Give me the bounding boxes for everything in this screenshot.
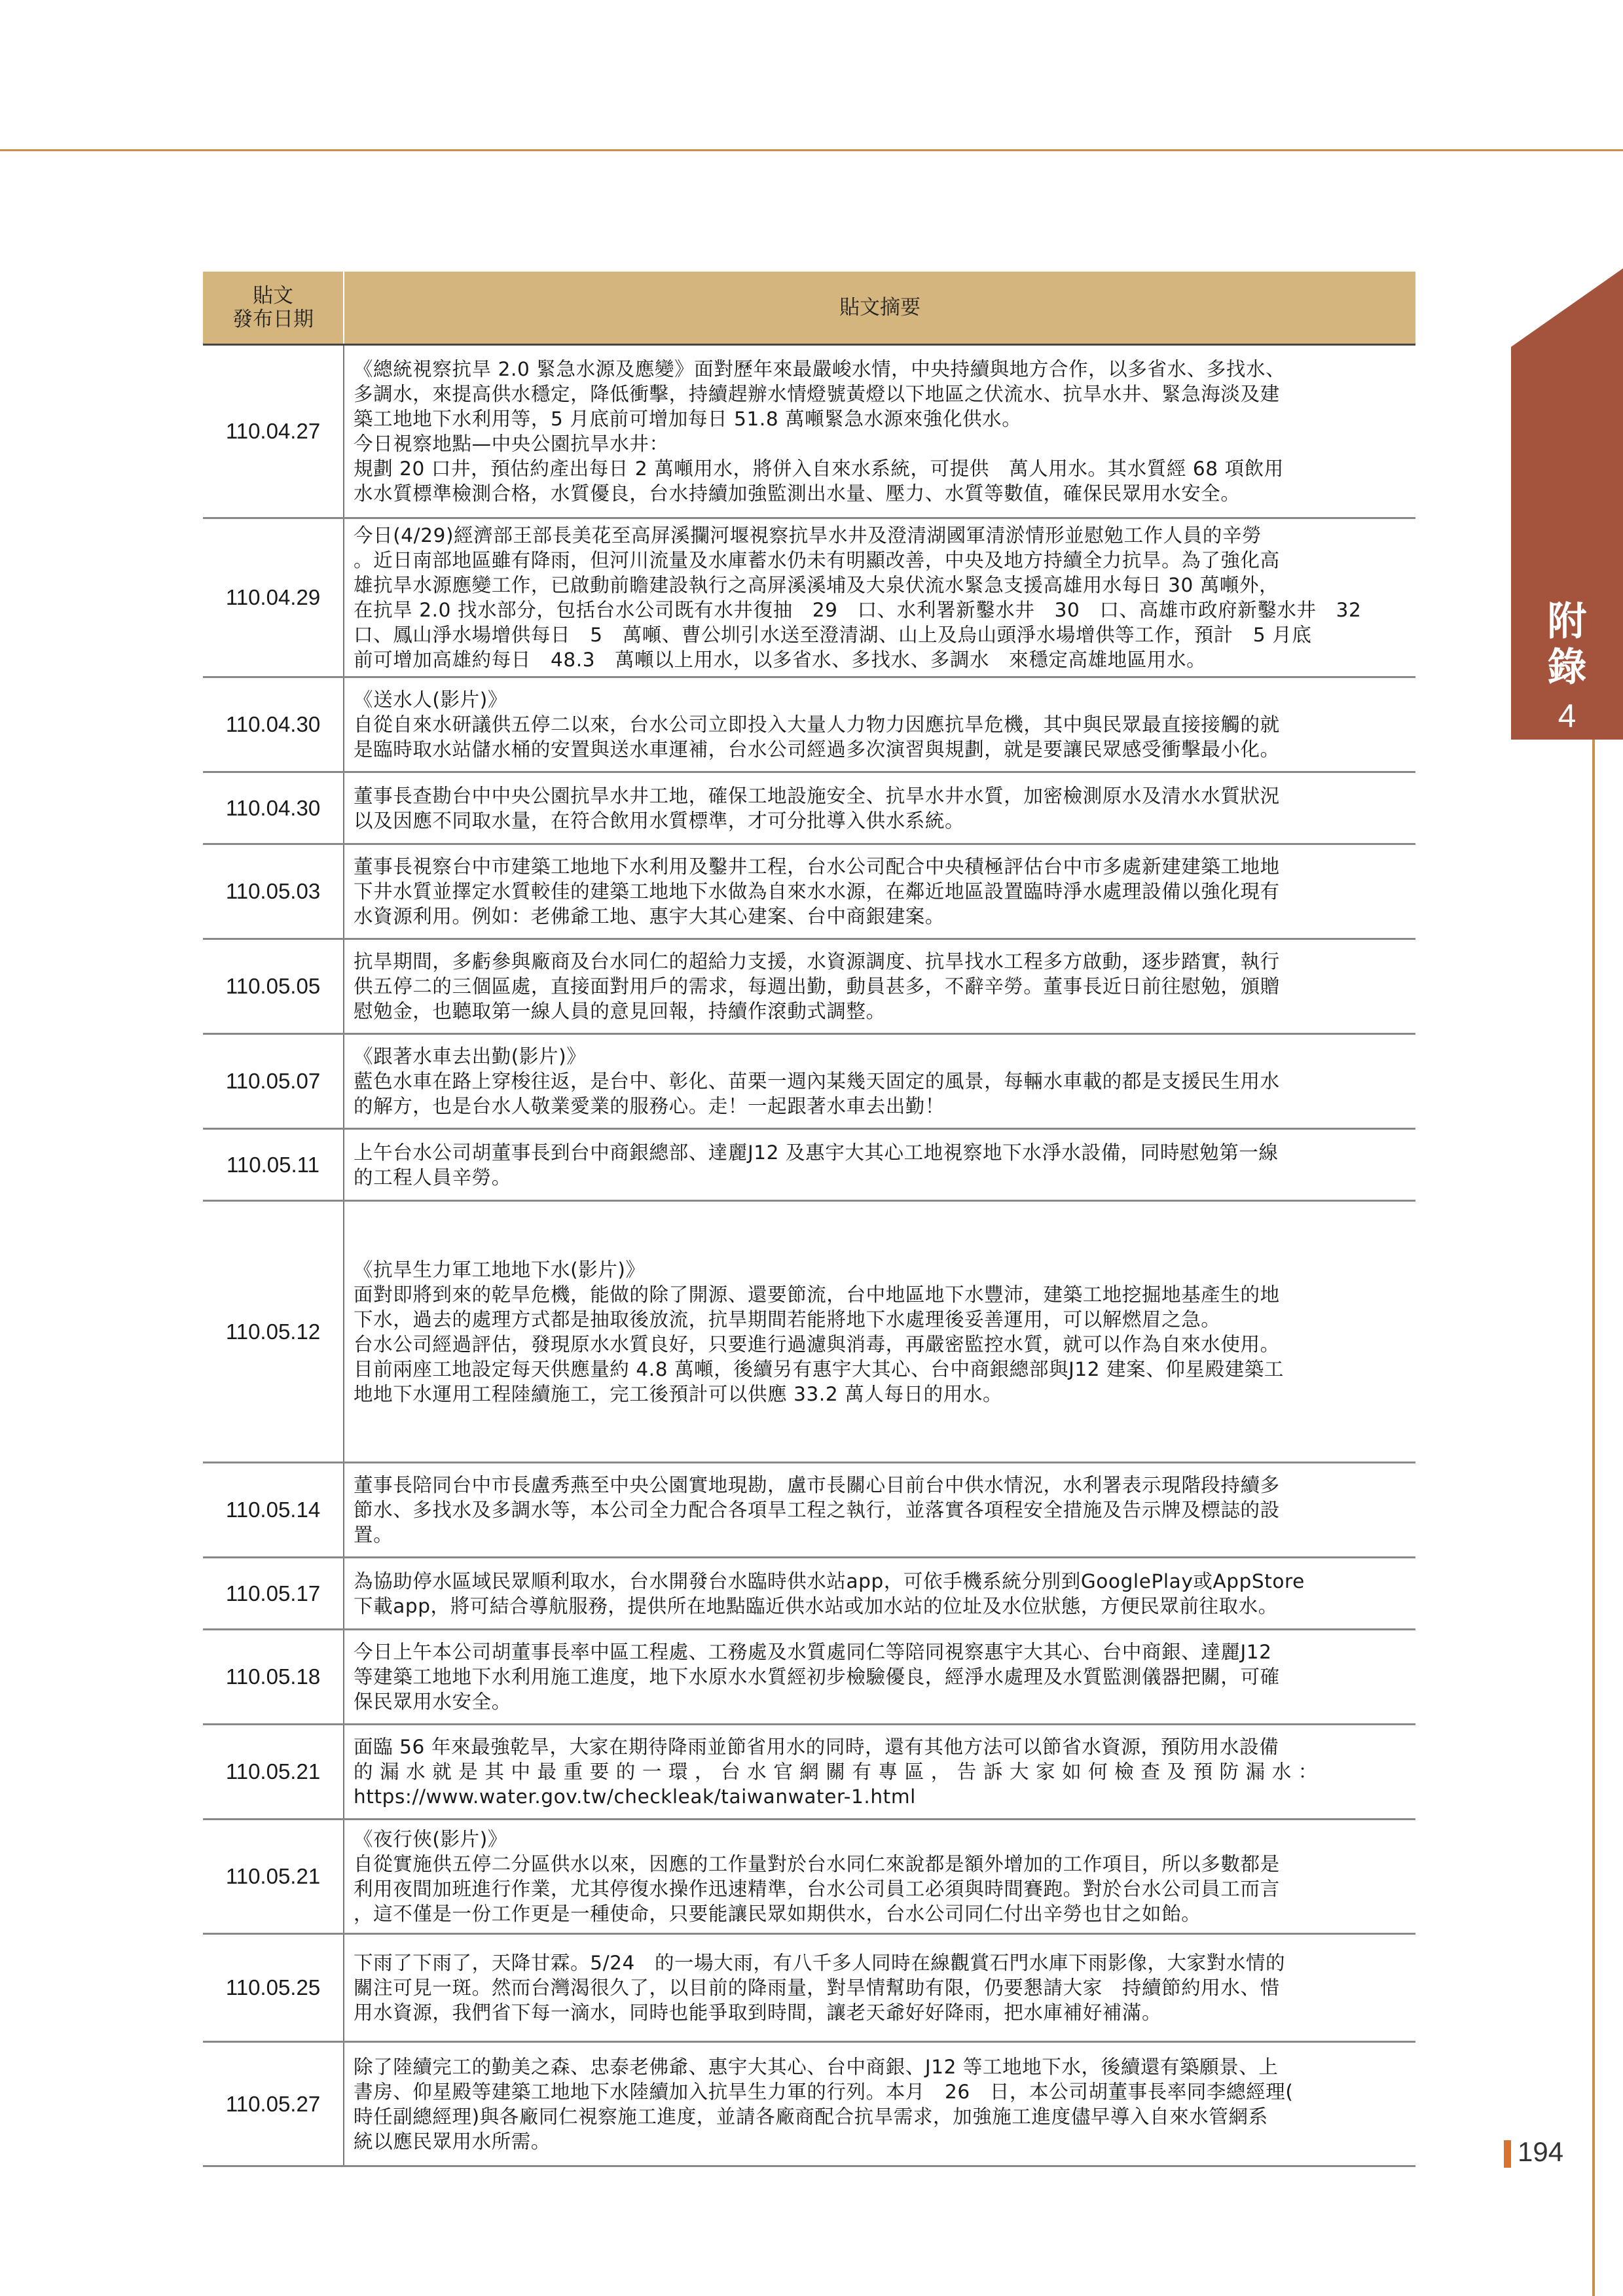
- post-summary: [344, 1725, 1415, 1820]
- table-row: [203, 844, 1415, 939]
- summary-line: 的 漏 水 就 是 其 中 最 重 要 的 一 環 ， 台 水 官 網 關 有 專 區 ， 告 訴 大 家 如 何 檢 查 及 預 防 漏 水 ：: [354, 1761, 1318, 1783]
- table-row: [203, 345, 1415, 518]
- summary-line: 關注可見一斑。然而台灣渴很久了，以目前的降雨量，對旱情幫助有限，仍要懇請大家 持續節約用水、惜: [354, 1977, 1280, 1999]
- date-header-line-1: 貼文: [253, 284, 293, 308]
- summary-line: 自從自來水研議供五停二以來，台水公司立即投入大量人力物力因應抗旱危機，其中與民眾最直接接觸的就: [354, 713, 1280, 736]
- table-row: [203, 939, 1415, 1034]
- post-date: 110.05.05: [203, 939, 344, 1034]
- page-number-marker: [1504, 2140, 1511, 2168]
- summary-line: 面對即將到來的乾旱危機，能做的除了開源、還要節流，台中地區地下水豐沛，建築工地挖掘地基產生的地: [354, 1283, 1280, 1306]
- page-number: 194: [1518, 2136, 1564, 2167]
- date-column-header: [203, 272, 344, 345]
- summary-line: 供五停二的三個區處，直接面對用戶的需求，每週出勤，動員甚多，不辭辛勞。董事長近日前往慰勉，頒贈: [354, 975, 1280, 997]
- post-date: 110.05.11: [203, 1129, 344, 1201]
- summary-line: 規劃 20 口井，預估約產出每日 2 萬噸用水，將併入自來水系統，可提供 萬人用水。其水質經 68 項飲用: [354, 457, 1284, 480]
- summary-line: 用水資源，我們省下每一滴水，同時也能爭取到時間，讓老天爺好好降雨，把水庫補好補滿。: [354, 2001, 1162, 2024]
- summary-line: 下載app，將可結合導航服務，提供所在地點臨近供水站或加水站的位址及水位狀態，方便民眾前往取水。: [354, 1594, 1278, 1617]
- summary-line: 下井水質並擇定水質較佳的建築工地地下水做為自來水水源，在鄰近地區設置臨時淨水處理設備以強化現有: [354, 880, 1280, 903]
- summary-line: 《總統視察抗旱 2.0 緊急水源及應變》面對歷年來最嚴峻水情，中央持續與地方合作，以多省水、多找水、: [354, 358, 1286, 380]
- summary-column-header: 貼文摘要: [344, 272, 1415, 345]
- table-row: [203, 1558, 1415, 1630]
- post-date: 110.04.30: [203, 772, 344, 844]
- top-rule: [0, 149, 1623, 151]
- post-date: 110.04.27: [203, 345, 344, 518]
- summary-line: 雄抗旱水源應變工作，已啟動前瞻建設執行之高屏溪溪埔及大泉伏流水緊急支援高雄用水每日 30 萬噸外，: [354, 574, 1279, 596]
- summary-line: 置。: [354, 1524, 393, 1546]
- summary-line: 節水、多找水及多調水等，本公司全力配合各項旱工程之執行，並落實各項程安全措施及告示牌及標誌的設: [354, 1499, 1280, 1521]
- summary-line: 水水質標準檢測合格，水質優良，台水持續加強監測出水量、壓力、水質等數值，確保民眾用水安全。: [354, 482, 1241, 505]
- summary-line: 今日上午本公司胡董事長率中區工程處、工務處及水質處同仁等陪同視察惠宇大其心、台中商銀、達麗J12: [354, 1641, 1272, 1663]
- summary-line: 時任副總經理)與各廠同仁視察施工進度，並請各廠商配合抗旱需求，加強施工進度儘早導入自來水管網系: [354, 2105, 1268, 2128]
- table-row: [203, 1725, 1415, 1820]
- post-summary: [344, 1463, 1415, 1558]
- summary-line: 《送水人(影片)》: [354, 689, 507, 711]
- summary-line: 董事長視察台中市建築工地地下水利用及鑿井工程，台水公司配合中央積極評估台中市多處新建建築工地地: [354, 855, 1280, 878]
- post-date: 110.04.29: [203, 518, 344, 677]
- post-date: 110.05.12: [203, 1201, 344, 1463]
- appendix-tab-char-1: 附: [1547, 599, 1587, 645]
- post-summary: [344, 1034, 1415, 1129]
- summary-line: 水資源利用。例如：老佛爺工地、惠宇大其心建案、台中商銀建案。: [354, 905, 945, 927]
- summary-line: 台水公司經過評估，發現原水水質良好，只要進行過濾與消毒，再嚴密監控水質，就可以作為自來水使用。: [354, 1333, 1280, 1355]
- summary-line: 築工地地下水利用等，5 月底前可增加每日 51.8 萬噸緊急水源來強化供水。: [354, 408, 1022, 430]
- summary-line: 書房、仰星殿等建築工地地下水陸續加入抗旱生力軍的行列。本月 26 日，本公司胡董事長率同李總經理(: [354, 2080, 1294, 2103]
- post-summary: [344, 518, 1415, 677]
- summary-line: 前可增加高雄約每日 48.3 萬噸以上用水，以多省水、多找水、多調水 來穩定高雄地區用水。: [354, 649, 1207, 671]
- summary-line: 利用夜間加班進行作業，尤其停復水操作迅速精準，台水公司員工必須與時間賽跑。對於台水公司員工而言: [354, 1878, 1280, 1900]
- table-row: [203, 518, 1415, 677]
- summary-line: 是臨時取水站儲水桶的安置與送水車運補，台水公司經過多次演習與規劃，就是要讓民眾感受衝擊最小化。: [354, 738, 1280, 761]
- table-header-row: [203, 272, 1415, 345]
- table-row: [203, 1201, 1415, 1463]
- post-summary: [344, 1630, 1415, 1725]
- table-row: [203, 1463, 1415, 1558]
- summary-line: 在抗旱 2.0 找水部分，包括台水公司既有水井復抽 29 口、水利署新鑿水井 30 口、高雄市政府新鑿水井 32: [354, 599, 1362, 621]
- post-date: 110.05.14: [203, 1463, 344, 1558]
- summary-line: 目前兩座工地設定每天供應量約 4.8 萬噸，後續另有惠宇大其心、台中商銀總部與J12 建案、仰星殿建築工: [354, 1357, 1284, 1380]
- summary-line: 為協助停水區域民眾順利取水，台水開發台水臨時供水站app，可依手機系統分別到GooglePlay或AppStore: [354, 1570, 1305, 1592]
- summary-line: 除了陸續完工的勤美之森、忠泰老佛爺、惠宇大其心、台中商銀、J12 等工地地下水，後續還有築願景、上: [354, 2055, 1279, 2078]
- post-summary: [344, 1934, 1415, 2042]
- post-summary: [344, 345, 1415, 518]
- post-summary: [344, 1820, 1415, 1934]
- post-date: 110.05.27: [203, 2042, 344, 2166]
- summary-line: 多調水，來提高供水穩定，降低衝擊，持續趕辦水情燈號黃燈以下地區之伏流水、抗旱水井、緊急海淡及建: [354, 383, 1280, 405]
- summary-line: 藍色水車在路上穿梭往返，是台中、彰化、苗栗一週內某幾天固定的風景，每輛水車載的都是支援民生用水: [354, 1070, 1280, 1092]
- summary-line: 下水，過去的處理方式都是抽取後放流，抗旱期間若能將地下水處理後妥善運用，可以解燃眉之急。: [354, 1308, 1221, 1331]
- summary-line: 口、鳳山淨水場增供每日 5 萬噸、曹公圳引水送至澄清湖、山上及烏山頭淨水場增供等工作，預計 5 月底: [354, 624, 1312, 646]
- post-summary: [344, 1558, 1415, 1630]
- post-summary: [344, 939, 1415, 1034]
- summary-line: 《夜行俠(影片)》: [354, 1828, 507, 1850]
- summary-line: 董事長陪同台中市長盧秀燕至中央公園實地現勘，盧市長關心目前台中供水情況，水利署表示現階段持續多: [354, 1474, 1280, 1496]
- summary-line: 以及因應不同取水量，在符合飲用水質標準，才可分批導入供水系統。: [354, 809, 965, 832]
- summary-line: 《抗旱生力軍工地地下水(影片)》: [354, 1258, 646, 1281]
- post-date: 110.04.30: [203, 677, 344, 772]
- table-row: [203, 1034, 1415, 1129]
- table-row: [203, 677, 1415, 772]
- post-summary: [344, 772, 1415, 844]
- post-summary: [344, 677, 1415, 772]
- summary-line: 今日(4/29)經濟部王部長美花至高屏溪攔河堰視察抗旱水井及澄清湖國軍清淤情形並慰勉工作人員的辛勞: [354, 524, 1262, 547]
- date-header-line-2: 發布日期: [232, 308, 314, 331]
- post-date: 110.05.21: [203, 1820, 344, 1934]
- summary-line: 的解方，也是台水人敬業愛業的服務心。走！一起跟著水車去出勤！: [354, 1095, 945, 1117]
- table-row: [203, 1129, 1415, 1201]
- summary-line: 地地下水運用工程陸續施工，完工後預計可以供應 33.2 萬人每日的用水。: [354, 1382, 1003, 1405]
- post-summary: [344, 1129, 1415, 1201]
- post-summary: [344, 1201, 1415, 1463]
- summary-line: 董事長查勘台中中央公園抗旱水井工地，確保工地設施安全、抗旱水井水質，加密檢測原水及清水水質狀況: [354, 784, 1280, 807]
- appendix-tab-char-2: 錄: [1547, 645, 1587, 691]
- post-date: 110.05.17: [203, 1558, 344, 1630]
- summary-line: 慰勉金，也聽取第一線人員的意見回報，持續作滾動式調整。: [354, 1000, 886, 1022]
- summary-line: 下雨了下雨了，天降甘霖。5/24 的一場大雨，有八千多人同時在線觀賞石門水庫下雨影像，大家對水情的: [354, 1952, 1286, 1974]
- post-date: 110.05.07: [203, 1034, 344, 1129]
- post-summary: [344, 2042, 1415, 2166]
- summary-line: https://www.water.gov.tw/checkleak/taiwanwater-1.html: [354, 1785, 916, 1808]
- summary-line: 。近日南部地區雖有降雨，但河川流量及水庫蓄水仍未有明顯改善，中央及地方持續全力抗旱。為了強化高: [354, 549, 1280, 571]
- post-summary: [344, 844, 1415, 939]
- posts-table: [203, 272, 1415, 2167]
- summary-line: 《跟著水車去出勤(影片)》: [354, 1045, 587, 1067]
- side-rule: [1592, 740, 1595, 2296]
- summary-line: 抗旱期間，多虧參與廠商及台水同仁的超給力支援，水資源調度、抗旱找水工程多方啟動，逐步踏實，執行: [354, 950, 1280, 973]
- summary-line: ，這不僅是一份工作更是一種使命，只要能讓民眾如期供水，台水公司同仁付出辛勞也甘之如飴。: [354, 1903, 1201, 1925]
- table-row: [203, 1934, 1415, 2042]
- table-row: [203, 1820, 1415, 1934]
- summary-line: 統以應民眾用水所需。: [354, 2130, 551, 2153]
- table-row: [203, 772, 1415, 844]
- post-date: 110.05.21: [203, 1725, 344, 1820]
- table-row: [203, 2042, 1415, 2166]
- summary-line: 保民眾用水安全。: [354, 1691, 511, 1713]
- appendix-tab-number: 4: [1558, 698, 1577, 734]
- summary-line: 上午台水公司胡董事長到台中商銀總部、達麗J12 及惠宇大其心工地視察地下水淨水設備，同時慰勉第一線: [354, 1141, 1279, 1164]
- table-row: [203, 1630, 1415, 1725]
- summary-line: 今日視察地點—中央公園抗旱水井：: [354, 433, 669, 455]
- post-date: 110.05.03: [203, 844, 344, 939]
- summary-line: 的工程人員辛勞。: [354, 1166, 511, 1189]
- summary-line: 自從實施供五停二分區供水以來，因應的工作量對於台水同仁來說都是額外增加的工作項目，所以多數都是: [354, 1853, 1280, 1875]
- appendix-tab-title: [1511, 599, 1623, 691]
- post-date: 110.05.18: [203, 1630, 344, 1725]
- post-date: 110.05.25: [203, 1934, 344, 2042]
- summary-line: 面臨 56 年來最強乾旱，大家在期待降雨並節省用水的同時，還有其他方法可以節省水資源，預防用水設備: [354, 1736, 1279, 1758]
- summary-line: 等建築工地地下水利用施工進度，地下水原水水質經初步檢驗優良，經淨水處理及水質監測儀器把關，可確: [354, 1666, 1280, 1688]
